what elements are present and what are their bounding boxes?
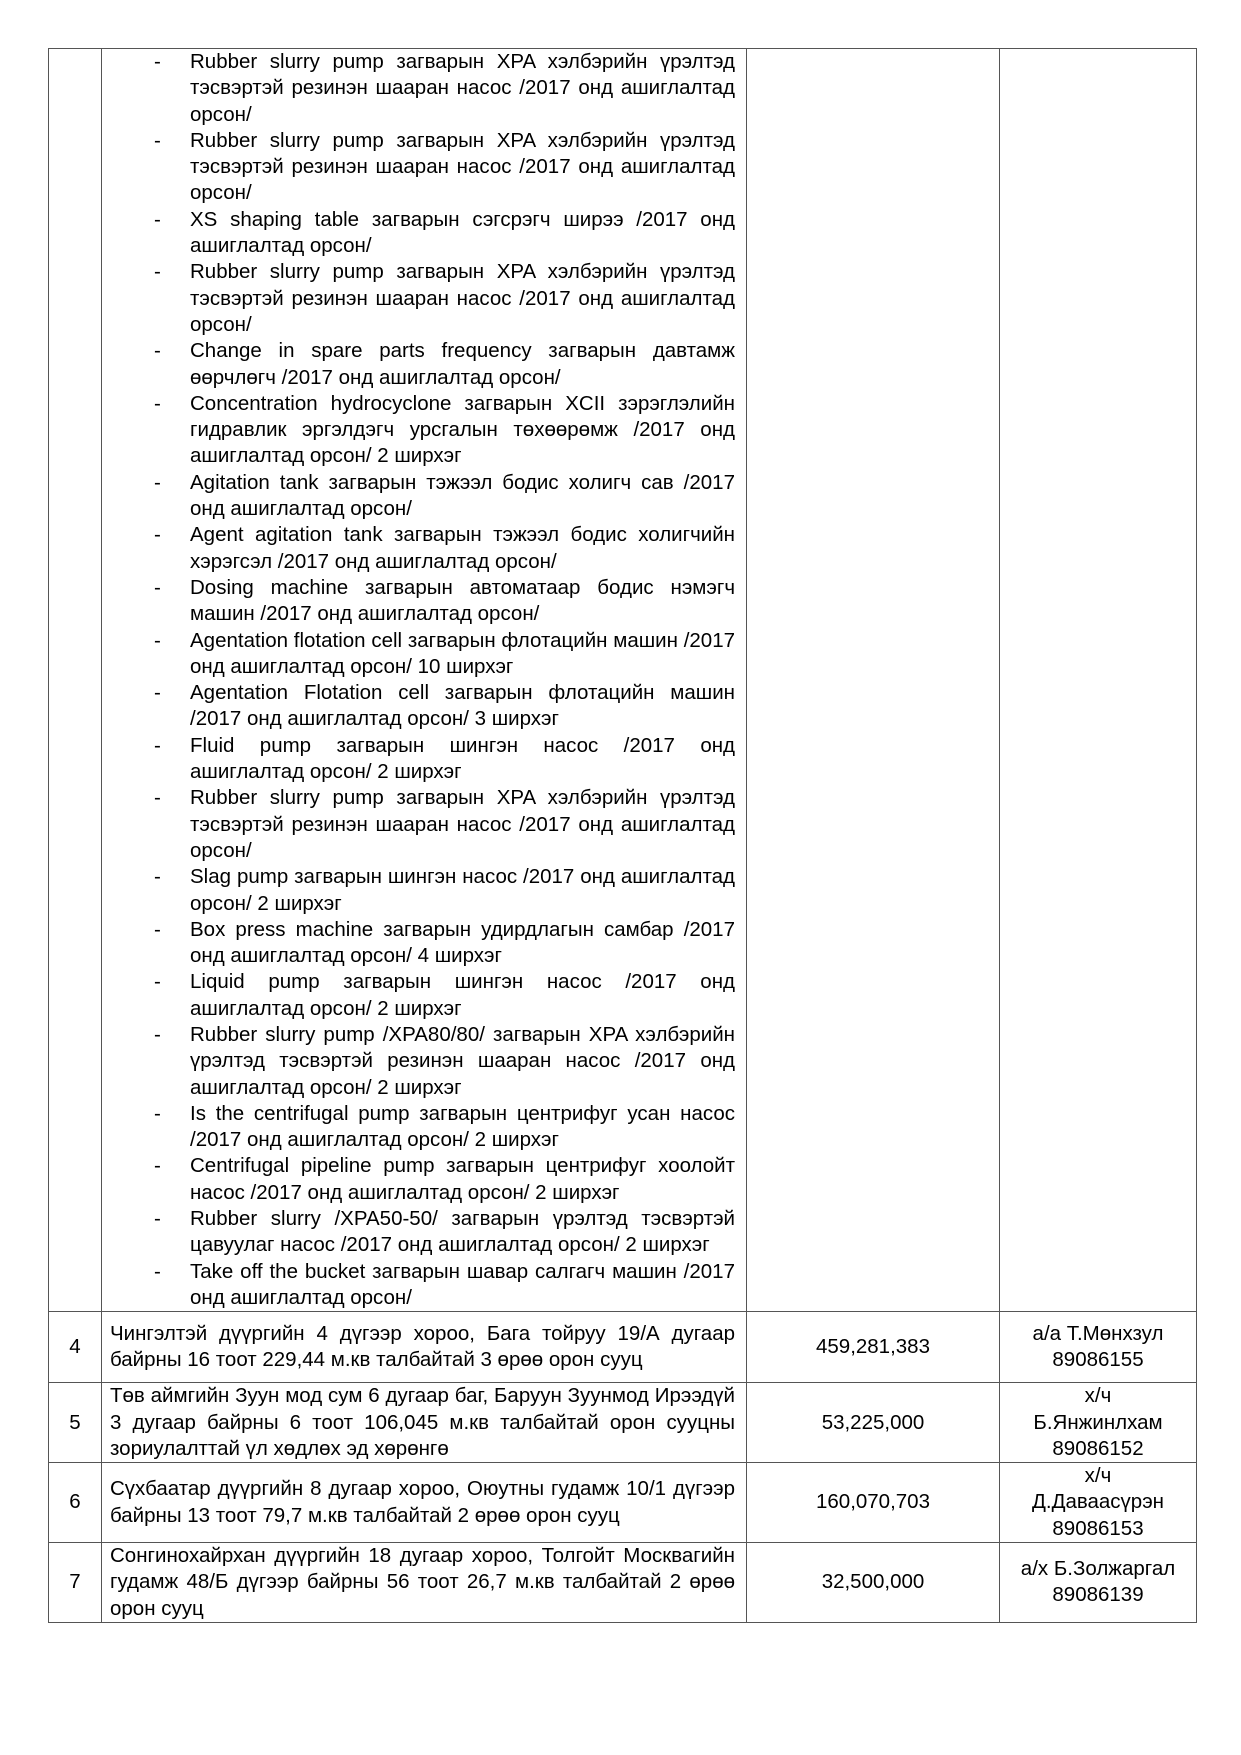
- list-item: [110, 522, 735, 575]
- amount-value: 459,281,383: [747, 1312, 1000, 1383]
- bullet-dash: -: [154, 733, 161, 757]
- equipment-list: [110, 49, 735, 1311]
- row-number: 6: [49, 1463, 102, 1543]
- table-row-continued: [49, 49, 1197, 1312]
- list-item-text: Rubber slurry pump загварын XPA хэлбэрийн үрэлтэд тэсвэртэй резинэн шааран насос /2017 онд ашиглалтад орсон/: [190, 128, 735, 205]
- list-item: [110, 785, 735, 864]
- contact-name: а/х Б.Золжаргал: [1020, 1557, 1176, 1581]
- row-number: 5: [49, 1383, 102, 1463]
- contact-phone: 89086155: [1052, 1348, 1144, 1372]
- bullet-dash: -: [154, 339, 161, 363]
- description-cell: [102, 49, 747, 1312]
- asset-table: [48, 48, 1197, 1623]
- description-cell: [102, 1383, 747, 1463]
- bullet-dash: -: [154, 1207, 161, 1231]
- list-item-text: XS shaping table загварын сэгсрэгч ширээ /2017 онд ашиглалтад орсон/: [190, 207, 735, 258]
- contact-phone: 89086139: [1052, 1583, 1144, 1607]
- property-description: Чингэлтэй дүүргийн 4 дүгээр хороо, Бага тойруу 19/А дугаар байрны 16 тоот 229,44 м.кв талбайтай 3 өрөө орон сууц: [110, 1321, 735, 1372]
- list-item-text: Agent agitation tank загварын тэжээл бодис холигчийн хэрэгсэл /2017 онд ашиглалтад орсон/: [190, 523, 735, 573]
- bullet-dash: -: [154, 128, 161, 152]
- bullet-dash: -: [154, 207, 161, 231]
- list-item-text: Agitation tank загварын тэжээл бодис холигч сав /2017 онд ашиглалтад орсон/: [190, 470, 735, 521]
- row-number: 4: [49, 1312, 102, 1383]
- table-row: [49, 1383, 1197, 1463]
- list-item: [110, 207, 735, 260]
- list-item: [110, 864, 735, 917]
- bullet-dash: -: [154, 1022, 161, 1046]
- contact-cell: [1000, 1463, 1197, 1543]
- contact-cell: [1000, 1312, 1197, 1383]
- list-item: [110, 1153, 735, 1206]
- list-item: [110, 733, 735, 786]
- list-item: [110, 338, 735, 391]
- list-item-text: Agentation Flotation cell загварын флотацийн машин /2017 онд ашиглалтад орсон/ 3 ширхэг: [190, 681, 735, 731]
- list-item: [110, 1206, 735, 1259]
- list-item: [110, 1101, 735, 1154]
- list-item: [110, 917, 735, 970]
- bullet-dash: -: [154, 786, 161, 810]
- description-cell: [102, 1312, 747, 1383]
- list-item-text: Liquid pump загварын шингэн насос /2017 онд ашиглалтад орсон/ 2 ширхэг: [190, 970, 735, 1020]
- amount-cell: [747, 49, 1000, 1312]
- contact-cell: [1000, 1383, 1197, 1463]
- bullet-dash: -: [154, 628, 161, 652]
- asset-table-body: [49, 49, 1197, 1623]
- contact-name: а/а Т.Мөнхзул: [1032, 1321, 1164, 1345]
- table-row: [49, 1312, 1197, 1383]
- list-item-text: Agentation flotation cell загварын флотацийн машин /2017 онд ашиглалтад орсон/ 10 ширхэг: [190, 628, 735, 678]
- list-item: [110, 1022, 735, 1101]
- bullet-dash: -: [154, 1101, 161, 1125]
- contact-phone: 89086153: [1052, 1516, 1144, 1540]
- list-item: [110, 969, 735, 1022]
- contact-name: Б.Янжинлхам: [1033, 1410, 1163, 1434]
- bullet-dash: -: [154, 260, 161, 284]
- bullet-dash: -: [154, 681, 161, 705]
- contact-cell: [1000, 49, 1197, 1312]
- bullet-dash: -: [154, 1154, 161, 1178]
- bullet-dash: -: [154, 391, 161, 415]
- list-item-text: Fluid pump загварын шингэн насос /2017 онд ашиглалтад орсон/ 2 ширхэг: [190, 733, 735, 784]
- list-item-text: Centrifugal pipeline pump загварын центрифуг хоолойт насос /2017 онд ашиглалтад орсон/ 2 ширхэг: [190, 1154, 735, 1204]
- table-row: [49, 1463, 1197, 1543]
- list-item: [110, 1259, 735, 1312]
- contact-cell: [1000, 1543, 1197, 1623]
- list-item-text: Dosing machine загварын автоматаар бодис нэмэгч машин /2017 онд ашиглалтад орсон/: [190, 575, 735, 626]
- list-item-text: Concentration hydrocyclone загварын XCII зэрэглэлийн гидравлик эргэлдэгч урсгалын төхөөрөмж /2017 онд ашиглалтад орсон/ 2 ширхэг: [190, 391, 735, 468]
- amount-value: 160,070,703: [747, 1463, 1000, 1543]
- table-row: [49, 1543, 1197, 1623]
- row-number-cell: [49, 49, 102, 1312]
- list-item: [110, 49, 735, 128]
- list-item: [110, 259, 735, 338]
- bullet-dash: -: [154, 575, 161, 599]
- list-item-text: Rubber slurry pump /XPA80/80/ загварын XPA хэлбэрийн үрэлтэд тэсвэртэй резинэн шааран насос /2017 онд ашиглалтад орсон/ 2 ширхэг: [190, 1022, 735, 1099]
- list-item: [110, 575, 735, 628]
- contact-name: х/ч: [1084, 1464, 1112, 1488]
- bullet-dash: -: [154, 917, 161, 941]
- list-item: [110, 470, 735, 523]
- list-item-text: Rubber slurry pump загварын XPA хэлбэрийн үрэлтэд тэсвэртэй резинэн шааран насос /2017 онд ашиглалтад орсон/: [190, 260, 735, 336]
- bullet-dash: -: [154, 50, 161, 73]
- bullet-dash: -: [154, 970, 161, 994]
- list-item: [110, 680, 735, 733]
- row-number: 7: [49, 1543, 102, 1623]
- list-item-text: Box press machine загварын удирдлагын самбар /2017 онд ашиглалтад орсон/ 4 ширхэг: [190, 917, 735, 968]
- list-item-text: Rubber slurry pump загварын XPA хэлбэрийн үрэлтэд тэсвэртэй резинэн шааран насос /2017 онд ашиглалтад орсон/: [190, 50, 735, 126]
- bullet-dash: -: [154, 470, 161, 494]
- list-item-text: Slag pump загварын шингэн насос /2017 онд ашиглалтад орсон/ 2 ширхэг: [190, 865, 735, 915]
- list-item-text: Is the centrifugal pump загварын центрифуг усан насос /2017 онд ашиглалтад орсон/ 2 ширхэг: [190, 1101, 735, 1152]
- amount-value: 32,500,000: [747, 1543, 1000, 1623]
- bullet-dash: -: [154, 1259, 161, 1283]
- bullet-dash: -: [154, 523, 161, 547]
- list-item: [110, 628, 735, 681]
- list-item: [110, 391, 735, 470]
- contact-name: Д.Даваасүрэн: [1031, 1490, 1164, 1514]
- list-item: [110, 128, 735, 207]
- property-description: Сүхбаатар дүүргийн 8 дугаар хороо, Оюутны гудамж 10/1 дүгээр байрны 13 тоот 79,7 м.кв талбайтай 2 өрөө орон сууц: [110, 1477, 735, 1527]
- description-cell: [102, 1543, 747, 1623]
- contact-phone: 89086152: [1052, 1436, 1144, 1460]
- amount-value: 53,225,000: [747, 1383, 1000, 1463]
- list-item-text: Change in spare parts frequency загварын давтамж өөрчлөгч /2017 онд ашиглалтад орсон/: [190, 339, 735, 389]
- contact-name: х/ч: [1084, 1384, 1112, 1408]
- list-item-text: Rubber slurry /XPA50-50/ загварын үрэлтэд тэсвэртэй цавуулаг насос /2017 онд ашиглалтад орсон/ 2 ширхэг: [190, 1207, 735, 1257]
- list-item-text: Rubber slurry pump загварын XPA хэлбэрийн үрэлтэд тэсвэртэй резинэн шааран насос /2017 онд ашиглалтад орсон/: [190, 786, 735, 862]
- list-item-text: Take off the bucket загварын шавар салгагч машин /2017 онд ашиглалтад орсон/: [190, 1259, 735, 1309]
- description-cell: [102, 1463, 747, 1543]
- property-description: Төв аймгийн Зуун мод сум 6 дугаар баг, Баруун Зуунмод Ирээдүй 3 дугаар байрны 6 тоот 106,045 м.кв талбайтай орон сууцны зориулалттай үл хөдлөх эд хөрөнгө: [110, 1384, 735, 1460]
- bullet-dash: -: [154, 865, 161, 889]
- property-description: Сонгинохайрхан дүүргийн 18 дугаар хороо, Толгойт Москвагийн гудамж 48/Б дүгээр байрны 56 тоот 26,7 м.кв талбайтай 2 өрөө орон сууц: [110, 1544, 735, 1620]
